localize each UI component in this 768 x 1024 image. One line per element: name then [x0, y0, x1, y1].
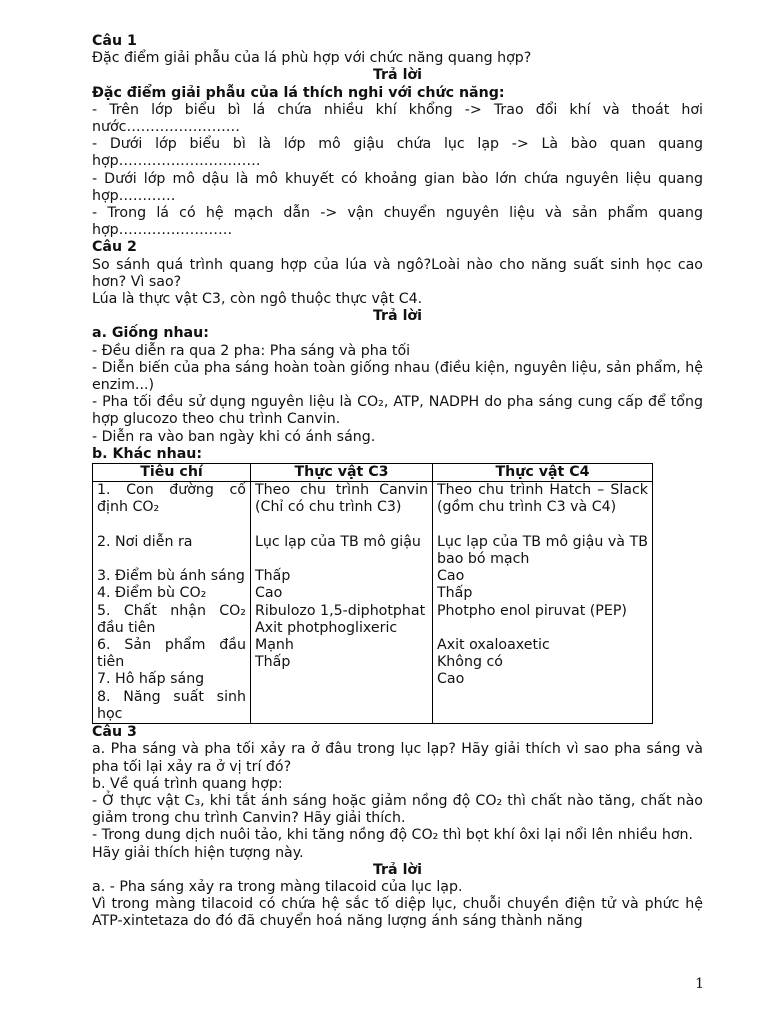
q1-point: - Dưới lớp biểu bì là lớp mô giậu chứa lục lạp -> Là bào quan quang hợp………………………… — [92, 136, 703, 170]
page-number: 1 — [695, 976, 704, 992]
table-cell: Axit oxaloaxetic — [437, 637, 550, 654]
c4-column — [433, 482, 653, 724]
table-cell: Cao — [255, 585, 283, 602]
q1-question: Đặc điểm giải phẫu của lá phù hợp với chức năng quang hợp? — [92, 50, 532, 67]
table-cell: Lục lạp của TB mô giậu — [255, 533, 421, 550]
table-cell: Photpho enol piruvat (PEP) — [437, 602, 627, 619]
q2-similar-point: - Pha tối đều sử dụng nguyên liệu là CO₂, ATP, NADPH do pha sáng cung cấp để tổng hợp glucozo theo chu trình Canvin. — [92, 394, 703, 428]
table-cell: 5. Chất nhận CO₂ đầu tiên — [97, 602, 246, 636]
table-header: Thực vật C4 — [433, 464, 653, 482]
q2-similar-point: - Diễn biến của pha sáng hoàn toàn giống nhau (điều kiện, nguyên liệu, sản phẩm, hệ enzim...) — [92, 359, 704, 394]
q3-part-b: b. Về quá trình quang hợp: — [92, 775, 283, 792]
table-cell: 4. Điểm bù CO₂ — [97, 585, 207, 602]
comparison-table — [92, 463, 653, 724]
cell-spacer — [97, 551, 246, 568]
table-cell: Mạnh — [255, 637, 294, 654]
c3-column — [251, 482, 433, 724]
cell-spacer — [97, 517, 246, 534]
table-header: Tiêu chí — [93, 464, 251, 482]
q1-answer-label: Trả lời — [372, 67, 423, 84]
q3-b-point: - Trong dung dịch nuôi tảo, khi tăng nồng độ CO₂ thì bọt khí ôxi lại nổi lên nhiều hơn. — [92, 827, 694, 844]
q2-heading: Câu 2 — [92, 239, 137, 256]
q1-heading: Câu 1 — [92, 33, 137, 49]
table-cell: Thấp — [255, 568, 291, 585]
cell-spacer — [255, 551, 428, 568]
criteria-column — [93, 482, 251, 724]
table-cell: 2. Nơi diễn ra — [97, 533, 193, 550]
q3-answer-label: Trả lời — [372, 861, 423, 878]
q1-point: - Dưới lớp mô dậu là mô khuyết có khoảng gian bào lớn chứa nguyên liệu quang hợp………… — [92, 170, 703, 204]
q1-point: - Trong lá có hệ mạch dẫn -> vận chuyển nguyên liệu và sản phẩm quang hợp…………………… — [92, 205, 703, 239]
table-cell: 7. Hô hấp sáng — [97, 671, 205, 688]
table-cell: Cao — [437, 671, 465, 688]
table-cell: Lục lạp của TB mô giậu và TB bao bó mạch — [437, 533, 648, 568]
q2-note: Lúa là thực vật C3, còn ngô thuộc thực vật C4. — [92, 291, 423, 308]
table-cell: 3. Điểm bù ánh sáng — [97, 568, 245, 585]
table-cell: Không có — [437, 654, 503, 671]
q2-similar-title: a. Giống nhau: — [92, 325, 209, 342]
cell-spacer — [437, 517, 648, 534]
table-header: Thực vật C3 — [251, 464, 433, 482]
q3-b-explain: Hãy giải thích hiện tượng này. — [92, 844, 304, 861]
table-cell: 6. Sản phẩm đầu tiên — [97, 637, 246, 671]
table-cell: Theo chu trình Hatch – Slack (gồm chu trình C3 và C4) — [437, 482, 648, 516]
cell-spacer — [255, 517, 428, 534]
q2-similar-point: - Đều diễn ra qua 2 pha: Pha sáng và pha tối — [92, 342, 411, 359]
q1-point: - Trên lớp biểu bì lá chứa nhiều khí khổng -> Trao đổi khí và thoát hơi nước…………………… — [92, 101, 703, 136]
table-header-row — [93, 464, 653, 482]
q2-answer-label: Trả lời — [372, 308, 423, 325]
table-cell: Cao — [437, 568, 465, 585]
table-cell: Theo chu trình Canvin (Chỉ có chu trình C3) — [255, 482, 428, 516]
q3-heading: Câu 3 — [92, 724, 137, 741]
q2-question: So sánh quá trình quang hợp của lúa và ngô?Loài nào cho năng suất sinh học cao hơn? Vì sao? — [92, 256, 703, 290]
q2-diff-title: b. Khác nhau: — [92, 445, 203, 462]
q3-b-point: - Ở thực vật C₃, khi tắt ánh sáng hoặc giảm nồng độ CO₂ thì chất nào tăng, chất nào giảm trong chu trình Canvin? Hãy giải thích. — [92, 792, 703, 827]
table-cell: Thấp — [437, 585, 473, 602]
q3-part-a: a. Pha sáng và pha tối xảy ra ở đâu trong lục lạp? Hãy giải thích vì sao pha sáng và pha tối lại xảy ra ở vị trí đó? — [92, 741, 703, 775]
table-cell: Ribulozo 1,5-diphotphat — [255, 602, 426, 619]
cell-spacer — [437, 620, 648, 637]
q3-answer-line: Vì trong màng tilacoid có chứa hệ sắc tố diệp lục, chuỗi chuyền điện tử và phức hệ ATP-xintetaza do đó đã chuyển hoá năng lượng ánh sáng thành năng — [92, 896, 703, 930]
table-cell: 1. Con đường cố định CO₂ — [97, 482, 246, 516]
document-page — [92, 33, 703, 931]
table-cell: Thấp — [255, 654, 291, 671]
table-cell: Axit photphoglixeric — [255, 619, 398, 636]
q3-answer-line: a. - Pha sáng xảy ra trong màng tilacoid của lục lạp. — [92, 878, 463, 895]
q1-answer-title: Đặc điểm giải phẫu của lá thích nghi với chức năng: — [92, 84, 505, 101]
table-row — [93, 482, 653, 724]
q2-similar-point: - Diễn ra vào ban ngày khi có ánh sáng. — [92, 428, 376, 445]
table-cell: 8. Năng suất sinh học — [97, 688, 246, 722]
